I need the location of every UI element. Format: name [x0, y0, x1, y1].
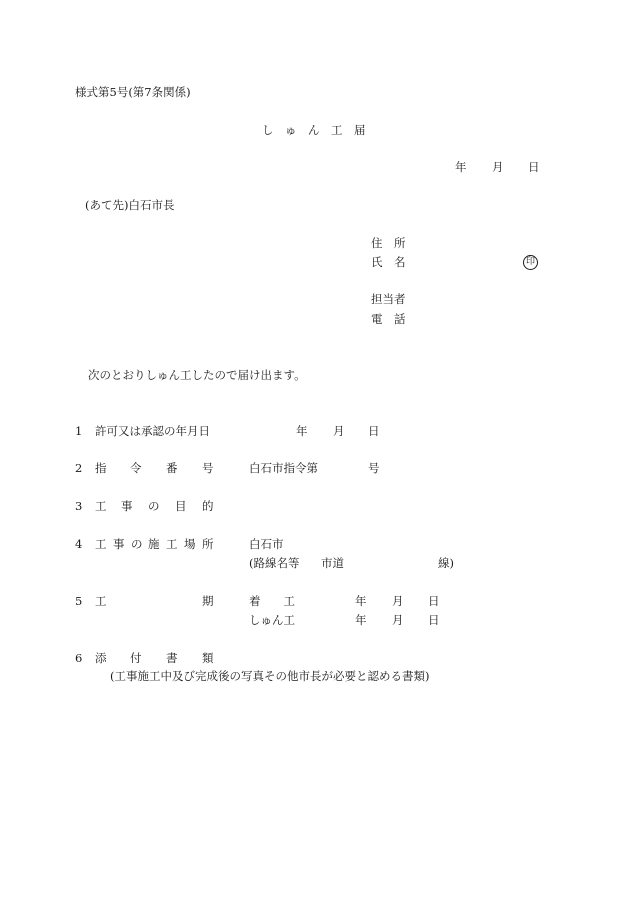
item-5-label-end: 期 — [202, 594, 214, 608]
route-municipal-road: 市道 — [321, 556, 344, 570]
form-number: 様式第5号(第7条関係) — [75, 85, 191, 99]
route-name-open: (路線名等 — [249, 556, 300, 570]
address-label: 住 所 — [371, 236, 406, 250]
item-2-label-char: 令 — [130, 461, 142, 475]
submission-day-label: 日 — [528, 160, 540, 174]
attachments-note: (工事施工中及び完成後の写真その他市長が必要と認める書類) — [110, 669, 430, 683]
completion-day: 日 — [428, 613, 440, 627]
item-4-label-char: 所 — [202, 537, 214, 551]
item-4-label-char: 事 — [113, 537, 125, 551]
order-number-prefix: 白石市指令第 — [249, 461, 318, 475]
completion-year: 年 — [355, 613, 367, 627]
item-6-label-char: 付 — [130, 651, 142, 665]
start-day: 日 — [428, 594, 440, 608]
item-2-label-char: 号 — [202, 461, 214, 475]
item-3-label-char: 事 — [121, 499, 133, 513]
item-4-label-char: 場 — [184, 537, 196, 551]
item-4-label-char: 施 — [148, 537, 160, 551]
seal-mark: 印 — [523, 255, 538, 270]
item-4-label-char: の — [131, 537, 143, 551]
order-number-suffix: 号 — [368, 461, 380, 475]
item-3-label-char: 目 — [175, 499, 187, 513]
item-6-label-char: 書 — [166, 651, 178, 665]
item-number: 4 — [75, 537, 83, 551]
item-1-month: 月 — [333, 424, 345, 438]
item-2-label-char: 番 — [166, 461, 178, 475]
document-title: し ゅ ん 工 届 — [262, 123, 366, 137]
submission-year-label: 年 — [455, 160, 467, 174]
item-3-label-char: 工 — [95, 499, 107, 513]
item-number: 5 — [75, 594, 83, 608]
completion-label: しゅん工 — [249, 613, 295, 627]
contact-person-label: 担当者 — [371, 292, 406, 306]
item-number: 1 — [75, 424, 83, 438]
item-1-label: 許可又は承認の年月日 — [95, 424, 210, 438]
item-2-label-char: 指 — [95, 461, 107, 475]
start-year: 年 — [355, 594, 367, 608]
name-label: 氏 名 — [371, 255, 406, 269]
item-3-label-char: 的 — [202, 499, 214, 513]
start-month: 月 — [392, 594, 404, 608]
construction-start-label: 着 工 — [249, 594, 295, 608]
phone-label: 電 話 — [371, 312, 406, 326]
item-4-label-char: 工 — [95, 537, 107, 551]
item-3-label-char: の — [148, 499, 160, 513]
item-5-label-start: 工 — [95, 594, 107, 608]
submission-month-label: 月 — [492, 160, 504, 174]
item-6-label-char: 添 — [95, 651, 107, 665]
item-number: 6 — [75, 651, 83, 665]
location-city: 白石市 — [249, 537, 284, 551]
item-number: 2 — [75, 461, 83, 475]
completion-month: 月 — [392, 613, 404, 627]
item-4-label-char: 工 — [166, 537, 178, 551]
item-1-year: 年 — [296, 424, 308, 438]
item-6-label-char: 類 — [202, 651, 214, 665]
intro-text: 次のとおりしゅん工したので届け出ます。 — [88, 368, 306, 382]
item-1-day: 日 — [368, 424, 380, 438]
route-line-close: 線) — [438, 556, 454, 570]
item-number: 3 — [75, 499, 83, 513]
addressee: (あて先)白石市長 — [85, 198, 175, 212]
